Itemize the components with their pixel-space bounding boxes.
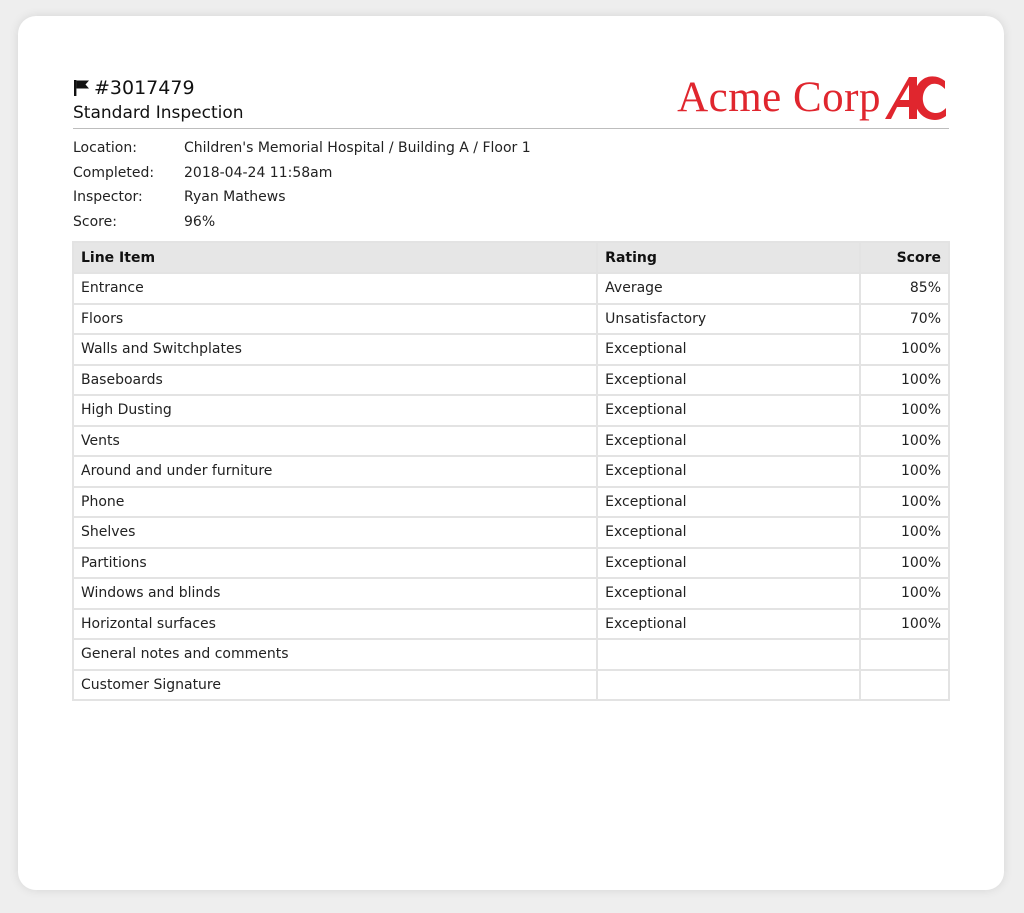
line-item-cell: Phone xyxy=(73,487,597,518)
report-meta xyxy=(73,136,531,234)
score-cell xyxy=(860,639,949,670)
score-cell: 100% xyxy=(860,334,949,365)
score-cell: 100% xyxy=(860,517,949,548)
line-item-cell: General notes and comments xyxy=(73,639,597,670)
company-logo xyxy=(677,74,947,122)
line-item-cell: Walls and Switchplates xyxy=(73,334,597,365)
table-row xyxy=(73,578,949,609)
column-header-line-item: Line Item xyxy=(73,242,597,273)
table-row xyxy=(73,609,949,640)
score-cell: 100% xyxy=(860,609,949,640)
meta-row-score xyxy=(73,210,531,235)
line-item-cell: Floors xyxy=(73,304,597,335)
rating-cell: Exceptional xyxy=(597,487,860,518)
meta-value: 2018-04-24 11:58am xyxy=(184,164,333,181)
acme-ac-logo-mark-icon xyxy=(885,75,947,121)
rating-cell: Exceptional xyxy=(597,517,860,548)
meta-label: Location: xyxy=(73,140,137,157)
table-row xyxy=(73,334,949,365)
table-row xyxy=(73,426,949,457)
rating-cell: Exceptional xyxy=(597,426,860,457)
table-row xyxy=(73,548,949,579)
rating-cell: Exceptional xyxy=(597,365,860,396)
table-header-row xyxy=(73,242,949,273)
line-item-cell: High Dusting xyxy=(73,395,597,426)
line-item-cell: Baseboards xyxy=(73,365,597,396)
report-id: #3017479 xyxy=(94,77,195,99)
report-header xyxy=(73,74,949,129)
report-card xyxy=(18,16,1004,890)
meta-label: Score: xyxy=(73,213,117,230)
line-item-cell: Windows and blinds xyxy=(73,578,597,609)
line-item-cell: Shelves xyxy=(73,517,597,548)
column-header-rating: Rating xyxy=(597,242,860,273)
company-logo-text: Acme Corp xyxy=(677,74,881,121)
score-cell: 100% xyxy=(860,365,949,396)
table-row xyxy=(73,273,949,304)
meta-label: Inspector: xyxy=(73,189,143,206)
table-row xyxy=(73,517,949,548)
rating-cell: Exceptional xyxy=(597,334,860,365)
score-cell: 100% xyxy=(860,548,949,579)
meta-value: 96% xyxy=(184,213,216,230)
line-item-cell: Customer Signature xyxy=(73,670,597,701)
meta-value: Children's Memorial Hospital / Building A / Floor 1 xyxy=(184,140,531,157)
rating-cell: Exceptional xyxy=(597,456,860,487)
report-type: Standard Inspection xyxy=(73,103,244,123)
line-item-cell: Entrance xyxy=(73,273,597,304)
score-cell: 100% xyxy=(860,578,949,609)
flag-icon xyxy=(73,79,91,97)
rating-cell: Average xyxy=(597,273,860,304)
line-item-cell: Around and under furniture xyxy=(73,456,597,487)
table-row xyxy=(73,670,949,701)
score-cell: 85% xyxy=(860,273,949,304)
column-header-score: Score xyxy=(860,242,949,273)
table-row xyxy=(73,395,949,426)
meta-label: Completed: xyxy=(73,164,155,181)
score-cell: 100% xyxy=(860,487,949,518)
rating-cell: Unsatisfactory xyxy=(597,304,860,335)
score-cell xyxy=(860,670,949,701)
rating-cell: Exceptional xyxy=(597,548,860,579)
report-id-line xyxy=(73,76,195,100)
meta-row-location xyxy=(73,136,531,161)
table-row xyxy=(73,487,949,518)
meta-value: Ryan Mathews xyxy=(184,189,286,206)
table-row xyxy=(73,365,949,396)
line-item-cell: Partitions xyxy=(73,548,597,579)
rating-cell: Exceptional xyxy=(597,609,860,640)
rating-cell xyxy=(597,670,860,701)
rating-cell: Exceptional xyxy=(597,578,860,609)
line-item-cell: Vents xyxy=(73,426,597,457)
line-item-cell: Horizontal surfaces xyxy=(73,609,597,640)
meta-row-inspector xyxy=(73,185,531,210)
meta-row-completed xyxy=(73,161,531,186)
score-cell: 100% xyxy=(860,426,949,457)
score-cell: 100% xyxy=(860,395,949,426)
score-cell: 100% xyxy=(860,456,949,487)
table-row xyxy=(73,456,949,487)
score-cell: 70% xyxy=(860,304,949,335)
line-items-table xyxy=(72,241,950,701)
rating-cell: Exceptional xyxy=(597,395,860,426)
rating-cell xyxy=(597,639,860,670)
table-row xyxy=(73,639,949,670)
table-row xyxy=(73,304,949,335)
